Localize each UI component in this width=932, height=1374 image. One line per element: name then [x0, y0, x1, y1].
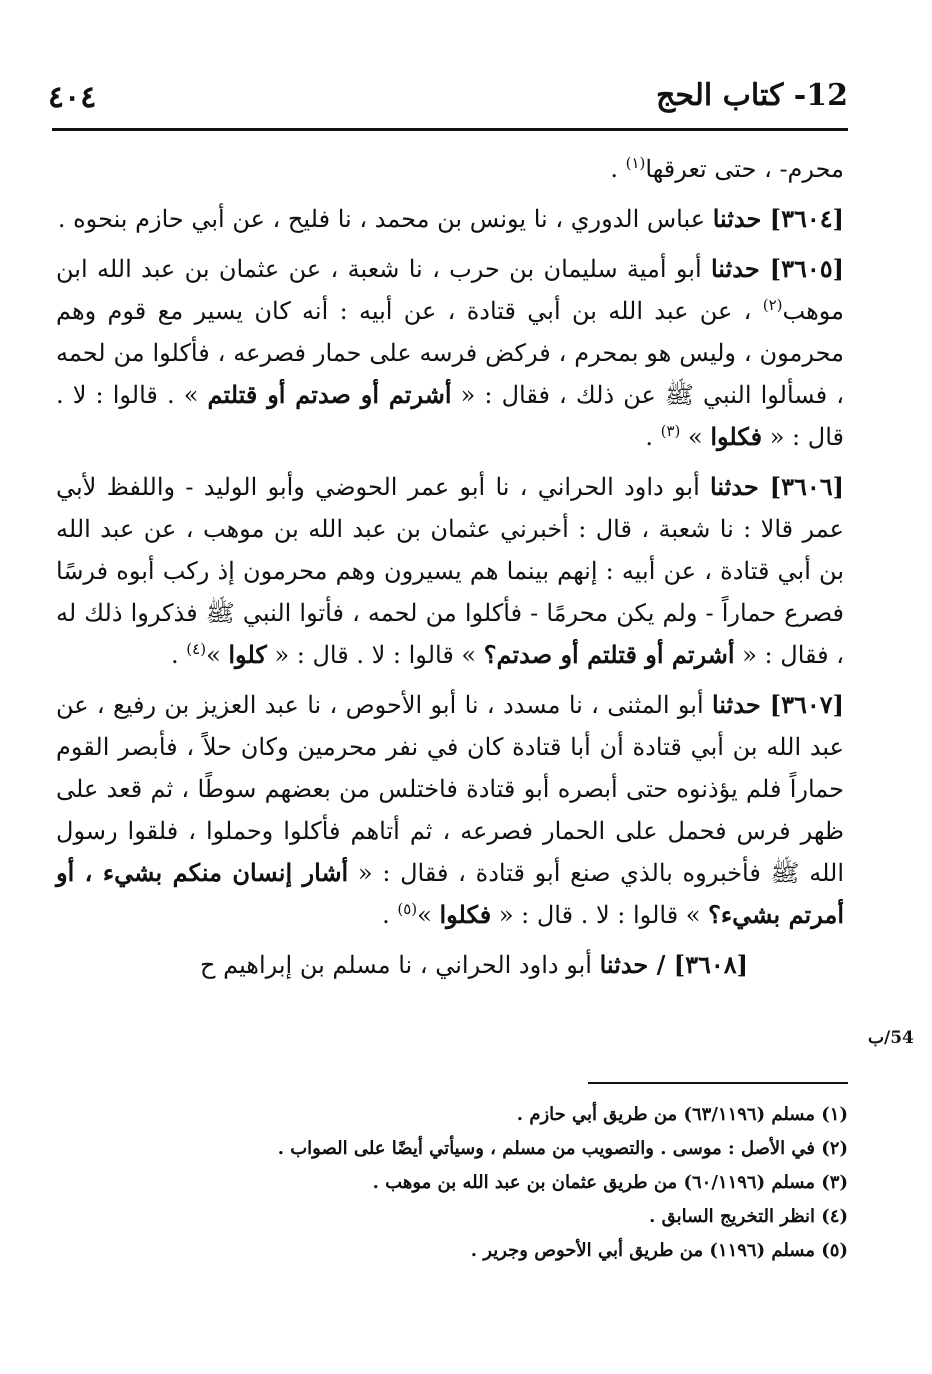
chapter-title: 12- كتاب الحج	[655, 78, 848, 113]
bold-text: [٣٦٠٧] حدثنا	[711, 690, 844, 719]
text-segment: ، عن عبد الله بن أبي قتادة ، عن أبيه : أنه كان يسير مع قوم وهم محرمون ، وليس هو بمحرم ، فركض فرسه على حمار فصرعه ، فأكلوا من لحمه ، فسألوا النبي ﷺ عن ذلك ، فقال : «	[56, 297, 845, 409]
footnote: (٢) في الأصل : موسى . والتصويب من مسلم ، وسيأتي أيضًا على الصواب .	[277, 1138, 848, 1159]
page-number: ٤٠٤	[48, 80, 97, 115]
bold-text: كلوا	[228, 640, 267, 669]
text-segment: »	[680, 423, 711, 451]
main-text	[56, 148, 844, 986]
footnote-marker: (٤)	[186, 640, 207, 658]
footnote: (١) مسلم (٦٣/١١٩٦) من طريق أبي حازم .	[516, 1104, 848, 1125]
header-rule	[52, 128, 848, 131]
text-segment: » قالوا : لا . قال : «	[491, 901, 709, 929]
text-segment: »	[206, 641, 229, 669]
hadith-paragraph	[56, 248, 844, 458]
bold-text: أشرتم أو صدتم أو قتلتم	[207, 380, 452, 409]
footnote-marker: (٣)	[660, 422, 681, 440]
hadith-paragraph	[56, 466, 844, 676]
manuscript-folio-note: 54/ب	[868, 1028, 914, 1048]
bold-text: [٣٦٠٥] حدثنا	[710, 254, 844, 283]
text-segment: .	[645, 423, 661, 451]
bold-text: [٣٦٠٤] حدثنا	[712, 204, 844, 233]
text-segment: أبو داود الحراني ، نا أبو عمر الحوضي وأبو الوليد - واللفظ لأبي عمر قالا : نا شعبة ، قال : أخبرني عثمان بن عبد الله بن موهب ، عن عبد الله بن أبي قتادة ، عن أبيه : إنهم بينما هم يسيرون وهم محرمون إذ ركب أبوه فرسًا فصرع حماراً - ولم يكن محرمًا - فأكلوا من لحمه ، فأتوا النبي ﷺ فذكروا ذلك له ، فقال : «	[56, 473, 844, 669]
bold-text: أشار إنسان منكم بشيء ، أو أمرتم بشيء؟	[56, 858, 844, 929]
bold-text: [٣٦٠٨] / حدثنا	[599, 950, 748, 979]
bold-text: فكلوا	[439, 900, 492, 929]
text-segment: .	[382, 901, 398, 929]
text-segment: .	[171, 641, 187, 669]
text-segment: »	[417, 901, 440, 929]
page-header	[48, 76, 848, 122]
footnote-marker: (٥)	[397, 900, 418, 918]
text-segment: .	[610, 155, 626, 183]
text-segment: أبو داود الحراني ، نا مسلم بن إبراهيم ح	[199, 951, 600, 979]
footnotes	[150, 1098, 848, 1268]
footnote: (٤) انظر التخريج السابق .	[649, 1206, 848, 1227]
hadith-paragraph	[56, 944, 844, 986]
text-segment: أبو المثنى ، نا مسدد ، نا أبو الأحوص ، نا عبد العزيز بن رفيع ، عن عبد الله بن أبي قتادة أن أبا قتادة كان في نفر محرمين وكان حلاً ، فأبصر القوم حماراً فلم يؤذنوه حتى أبصره أبو قتادة فاختلس من بعضهم سوطًا ، ثم قعد على ظهر فرس فحمل على الحمار فصرعه ، ثم أتاهم فأكلوا وحملوا ، فلقوا رسول الله ﷺ فأخبروه بالذي صنع أبو قتادة ، فقال : «	[56, 691, 845, 887]
bold-text: أشرتم أو قتلتم أو صدتم؟	[483, 640, 735, 669]
footnote: (٥) مسلم (١١٩٦) من طريق أبي الأحوص وجرير .	[470, 1240, 848, 1261]
text-segment: » قالوا : لا . قال : «	[266, 641, 484, 669]
hadith-paragraph	[56, 198, 844, 240]
hadith-paragraph	[56, 684, 844, 936]
text-segment: » . قالوا : لا . قال : «	[56, 381, 844, 451]
hadith-paragraph	[56, 148, 844, 190]
footnote: (٣) مسلم (٦٠/١١٩٦) من طريق عثمان بن عبد الله بن موهب .	[372, 1172, 848, 1193]
footnote-marker: (٢)	[762, 296, 783, 314]
text-segment: عباس الدوري ، نا يونس بن محمد ، نا فليح ، عن أبي حازم بنحوه .	[57, 205, 713, 233]
footnote-separator	[588, 1082, 848, 1084]
text-segment: أبو أمية سليمان بن حرب ، نا شعبة ، عن عثمان بن عبد الله ابن موهب	[56, 255, 844, 325]
footnote-marker: (١)	[625, 154, 646, 172]
text-segment: محرم- ، حتى تعرقها	[645, 155, 844, 183]
bold-text: [٣٦٠٦] حدثنا	[710, 472, 844, 501]
bold-text: فكلوا	[710, 422, 763, 451]
